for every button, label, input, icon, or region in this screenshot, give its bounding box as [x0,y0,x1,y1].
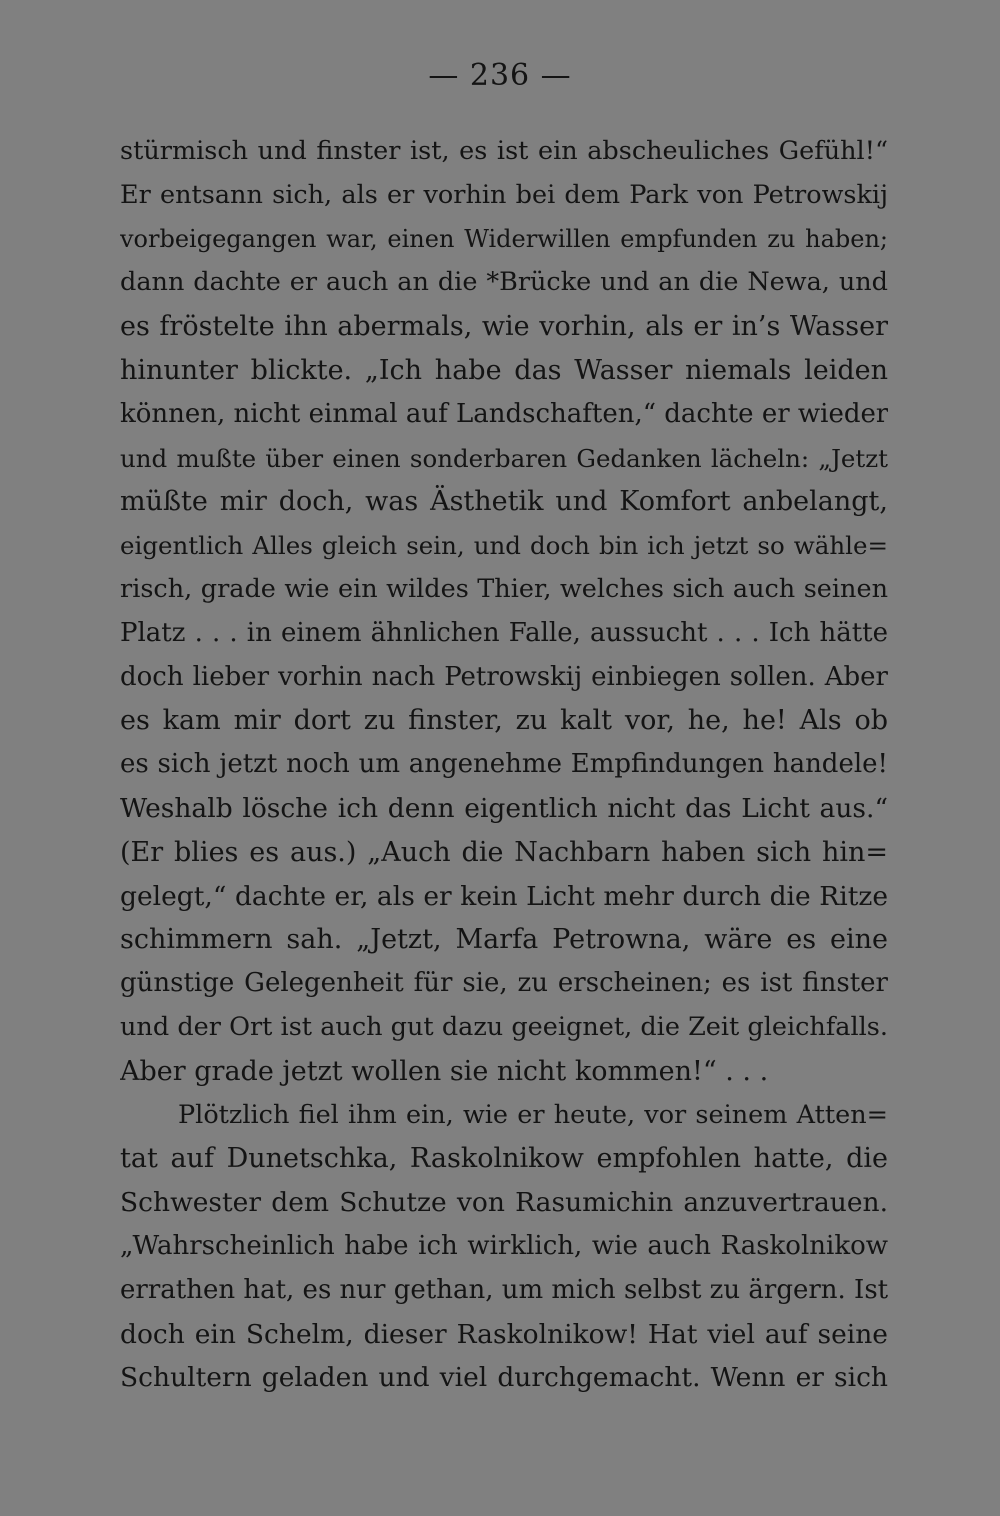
text-line: es sich jetzt noch um angenehme Empfindungen handele! [120,749,888,780]
text-line: hinunter blickte. „Ich habe das Wasser niemals leiden [120,354,888,386]
text-line: und mußte über einen sonderbaren Gedanken lächeln: „Jetzt [120,443,888,473]
text-line: doch ein Schelm, dieser Raskolnikow! Hat viel auf seine [120,1318,888,1350]
text-line: Plötzlich fiel ihm ein, wie er heute, vor seinem Atten= [178,1099,888,1130]
text-line: Schwester dem Schutze von Rasumichin anzuvertrauen. [120,1187,888,1219]
text-line: stürmisch und finster ist, es ist ein abscheuliches Gefühl!“ [120,136,888,166]
text-line: können, nicht einmal auf Landschaften,“ dachte er wieder [120,398,888,429]
text-line: tat auf Dunetschka, Raskolnikow empfohlen hatte, die [120,1143,888,1175]
text-line: es kam mir dort zu finster, zu kalt vor, he, he! Als ob [120,705,888,737]
text-line: errathen hat, es nur gethan, um mich selbst zu ärgern. Ist [120,1274,888,1305]
text-line: gelegt,“ dachte er, als er kein Licht mehr durch die Ritze [120,880,888,912]
text-line: vorbeigegangen war, einen Widerwillen empfunden zu haben; [120,224,888,253]
body-text [120,130,888,1400]
text-line: Schultern geladen und viel durchgemacht. Wenn er sich [120,1362,888,1394]
text-line: eigentlich Alles gleich sein, und doch bin ich jetzt so wähle= [120,531,888,561]
text-line: Aber grade jetzt wollen sie nicht kommen!“ . . . [120,1055,769,1087]
text-line: schimmern sah. „Jetzt, Marfa Petrowna, wäre es eine [120,924,888,956]
text-line: Weshalb lösche ich denn eigentlich nicht das Licht aus.“ [120,792,888,824]
page-number: — 236 — [428,58,572,93]
text-line: und der Ort ist auch gut dazu geeignet, die Zeit gleichfalls. [120,1011,888,1042]
text-line: es fröstelte ihn abermals, wie vorhin, als er in’s Wasser [120,311,888,343]
text-line: Er entsann sich, als er vorhin bei dem Park von Petrowskij [120,179,888,210]
text-line: dann dachte er auch an die *Brücke und an die Newa, und [120,267,888,298]
text-line: Platz . . . in einem ähnlichen Falle, aussucht . . . Ich hätte [120,617,888,648]
text-line: (Er blies es aus.) „Auch die Nachbarn haben sich hin= [120,836,888,868]
text-line: müßte mir doch, was Ästhetik und Komfort anbelangt, [120,486,888,518]
text-line: risch, grade wie ein wildes Thier, welches sich auch seinen [120,573,888,604]
text-line: doch lieber vorhin nach Petrowskij einbiegen sollen. Aber [120,661,888,692]
text-line: günstige Gelegenheit für sie, zu erscheinen; es ist finster [120,968,888,999]
text-line: „Wahrscheinlich habe ich wirklich, wie auch Raskolnikow [120,1230,888,1261]
